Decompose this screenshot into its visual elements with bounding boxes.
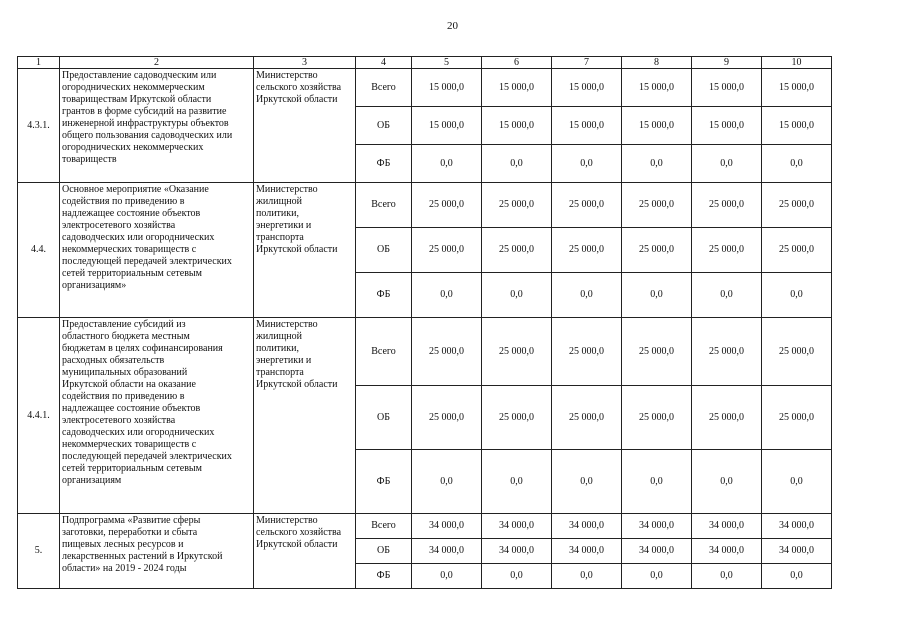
description-line: организациям» [62, 280, 127, 291]
description-line: инженерной инфраструктуры объектов [62, 118, 229, 129]
col-header: 10 [762, 57, 832, 69]
description-line: некоммерческих товариществ с [62, 244, 197, 255]
funding-source: ОБ [356, 228, 412, 273]
amount-cell: 25 000,0 [552, 318, 622, 386]
amount-cell: 25 000,0 [552, 386, 622, 450]
description-line: товариществ [62, 154, 117, 165]
row-number: 5. [18, 514, 60, 589]
amount-cell: 25 000,0 [412, 318, 482, 386]
description-line: сетей территориальным сетевым [62, 463, 202, 474]
amount-cell: 25 000,0 [622, 183, 692, 228]
amount-cell: 25 000,0 [762, 386, 832, 450]
activity-description [60, 514, 254, 589]
funding-source: ФБ [356, 273, 412, 318]
col-header: 1 [18, 57, 60, 69]
amount-cell: 0,0 [622, 145, 692, 183]
amount-cell: 15 000,0 [622, 107, 692, 145]
description-line: Иркутской области на оказание [62, 379, 196, 390]
amount-cell: 15 000,0 [412, 69, 482, 107]
amount-cell: 0,0 [762, 145, 832, 183]
ministry-line: Иркутской области [256, 94, 338, 105]
amount-cell: 25 000,0 [482, 386, 552, 450]
amount-cell: 34 000,0 [692, 514, 762, 539]
responsible-ministry [254, 318, 356, 514]
ministry-line: жилищной [256, 196, 303, 207]
responsible-ministry [254, 514, 356, 589]
amount-cell: 0,0 [622, 273, 692, 318]
amount-cell: 0,0 [762, 450, 832, 514]
amount-cell: 25 000,0 [692, 318, 762, 386]
table-row [18, 183, 832, 228]
amount-cell: 0,0 [552, 273, 622, 318]
amount-cell: 15 000,0 [552, 69, 622, 107]
amount-cell: 34 000,0 [762, 514, 832, 539]
description-line: бюджетам в целях софинансирования [62, 343, 223, 354]
description-line: Основное мероприятие «Оказание [62, 184, 209, 195]
amount-cell: 34 000,0 [552, 514, 622, 539]
header-row [18, 57, 832, 69]
ministry-line: Иркутской области [256, 539, 338, 550]
amount-cell: 25 000,0 [622, 228, 692, 273]
description-line: содействия по приведению в [62, 196, 185, 207]
amount-cell: 15 000,0 [762, 69, 832, 107]
amount-cell: 25 000,0 [482, 228, 552, 273]
description-line: Подпрограмма «Развитие сферы [62, 515, 201, 526]
amount-cell: 25 000,0 [762, 183, 832, 228]
col-header: 8 [622, 57, 692, 69]
funding-source: ОБ [356, 107, 412, 145]
amount-cell: 0,0 [482, 273, 552, 318]
amount-cell: 0,0 [412, 145, 482, 183]
amount-cell: 25 000,0 [482, 318, 552, 386]
amount-cell: 15 000,0 [692, 69, 762, 107]
activity-description [60, 318, 254, 514]
description-line: общего пользования садоводческих или [62, 130, 233, 141]
amount-cell: 0,0 [552, 450, 622, 514]
amount-cell: 0,0 [552, 145, 622, 183]
description-line: заготовки, переработки и сбыта [62, 527, 198, 538]
amount-cell: 34 000,0 [482, 514, 552, 539]
activity-description [60, 69, 254, 183]
col-header: 5 [412, 57, 482, 69]
amount-cell: 15 000,0 [762, 107, 832, 145]
funding-source: ФБ [356, 450, 412, 514]
table-row [18, 514, 832, 539]
funding-source: ФБ [356, 564, 412, 589]
description-line: огороднических некоммерческим [62, 82, 205, 93]
description-line: Предоставление садоводческим или [62, 70, 217, 81]
funding-source: Всего [356, 318, 412, 386]
amount-cell: 34 000,0 [552, 539, 622, 564]
amount-cell: 34 000,0 [412, 539, 482, 564]
description-line: пищевых лесных ресурсов и [62, 539, 184, 550]
budget-table [17, 56, 832, 589]
col-header: 2 [60, 57, 254, 69]
amount-cell: 25 000,0 [412, 386, 482, 450]
amount-cell: 34 000,0 [622, 539, 692, 564]
description-line: содействия по приведению в [62, 391, 185, 402]
ministry-line: транспорта [256, 367, 304, 378]
description-line: надлежащее состояние объектов [62, 208, 201, 219]
description-line: электросетевого хозяйства [62, 220, 176, 231]
description-line: садоводческих или огороднических [62, 232, 215, 243]
row-number: 4.4.1. [18, 318, 60, 514]
amount-cell: 34 000,0 [692, 539, 762, 564]
ministry-line: Иркутской области [256, 379, 338, 390]
amount-cell: 15 000,0 [692, 107, 762, 145]
amount-cell: 25 000,0 [552, 183, 622, 228]
description-line: товариществам Иркутской области [62, 94, 212, 105]
ministry-line: Министерство [256, 70, 318, 81]
funding-source: Всего [356, 69, 412, 107]
description-line: муниципальных образований [62, 367, 188, 378]
amount-cell: 25 000,0 [692, 183, 762, 228]
amount-cell: 0,0 [412, 450, 482, 514]
amount-cell: 25 000,0 [412, 228, 482, 273]
amount-cell: 15 000,0 [482, 69, 552, 107]
amount-cell: 0,0 [692, 145, 762, 183]
table-row [18, 318, 832, 386]
amount-cell: 15 000,0 [412, 107, 482, 145]
ministry-line: Иркутской области [256, 244, 338, 255]
col-header: 4 [356, 57, 412, 69]
amount-cell: 25 000,0 [762, 228, 832, 273]
ministry-line: сельского хозяйства [256, 82, 342, 93]
description-line: грантов в форме субсидий на развитие [62, 106, 227, 117]
amount-cell: 0,0 [622, 564, 692, 589]
responsible-ministry [254, 183, 356, 318]
amount-cell: 25 000,0 [622, 386, 692, 450]
amount-cell: 0,0 [482, 145, 552, 183]
amount-cell: 15 000,0 [482, 107, 552, 145]
description-line: последующей передачей электрических [62, 451, 232, 462]
col-header: 7 [552, 57, 622, 69]
funding-source: Всего [356, 183, 412, 228]
amount-cell: 0,0 [692, 564, 762, 589]
ministry-line: Министерство [256, 319, 318, 330]
amount-cell: 0,0 [482, 450, 552, 514]
funding-source: ОБ [356, 539, 412, 564]
funding-source: ФБ [356, 145, 412, 183]
ministry-line: Министерство [256, 184, 318, 195]
ministry-line: энергетики и [256, 355, 312, 366]
ministry-line: сельского хозяйства [256, 527, 342, 538]
description-line: Предоставление субсидий из [62, 319, 186, 330]
col-header: 6 [482, 57, 552, 69]
description-line: последующей передачей электрических [62, 256, 232, 267]
table-row [18, 69, 832, 107]
amount-cell: 0,0 [482, 564, 552, 589]
col-header: 3 [254, 57, 356, 69]
amount-cell: 0,0 [622, 450, 692, 514]
amount-cell: 25 000,0 [762, 318, 832, 386]
amount-cell: 34 000,0 [762, 539, 832, 564]
amount-cell: 34 000,0 [412, 514, 482, 539]
description-line: электросетевого хозяйства [62, 415, 176, 426]
description-line: огороднических некоммерческих [62, 142, 204, 153]
amount-cell: 34 000,0 [482, 539, 552, 564]
ministry-line: жилищной [256, 331, 303, 342]
amount-cell: 15 000,0 [552, 107, 622, 145]
amount-cell: 34 000,0 [622, 514, 692, 539]
ministry-line: Министерство [256, 515, 318, 526]
ministry-line: политики, [256, 208, 299, 219]
amount-cell: 0,0 [412, 564, 482, 589]
amount-cell: 25 000,0 [552, 228, 622, 273]
amount-cell: 0,0 [692, 450, 762, 514]
amount-cell: 0,0 [552, 564, 622, 589]
activity-description [60, 183, 254, 318]
description-line: лекарственных растений в Иркутской [62, 551, 223, 562]
amount-cell: 0,0 [412, 273, 482, 318]
responsible-ministry [254, 69, 356, 183]
amount-cell: 25 000,0 [482, 183, 552, 228]
amount-cell: 15 000,0 [622, 69, 692, 107]
funding-source: ОБ [356, 386, 412, 450]
description-line: садоводческих или огороднических [62, 427, 215, 438]
ministry-line: транспорта [256, 232, 304, 243]
ministry-line: энергетики и [256, 220, 312, 231]
funding-source: Всего [356, 514, 412, 539]
description-line: расходных обязательств [62, 355, 165, 366]
amount-cell: 0,0 [762, 564, 832, 589]
col-header: 9 [692, 57, 762, 69]
row-number: 4.3.1. [18, 69, 60, 183]
amount-cell: 25 000,0 [412, 183, 482, 228]
amount-cell: 25 000,0 [692, 386, 762, 450]
row-number: 4.4. [18, 183, 60, 318]
ministry-line: политики, [256, 343, 299, 354]
description-line: организациям [62, 475, 122, 486]
description-line: области» на 2019 - 2024 годы [62, 563, 187, 574]
amount-cell: 0,0 [762, 273, 832, 318]
amount-cell: 25 000,0 [622, 318, 692, 386]
description-line: некоммерческих товариществ с [62, 439, 197, 450]
description-line: областного бюджета местным [62, 331, 190, 342]
description-line: надлежащее состояние объектов [62, 403, 201, 414]
amount-cell: 25 000,0 [692, 228, 762, 273]
page-number: 20 [447, 20, 458, 32]
description-line: сетей территориальным сетевым [62, 268, 202, 279]
amount-cell: 0,0 [692, 273, 762, 318]
